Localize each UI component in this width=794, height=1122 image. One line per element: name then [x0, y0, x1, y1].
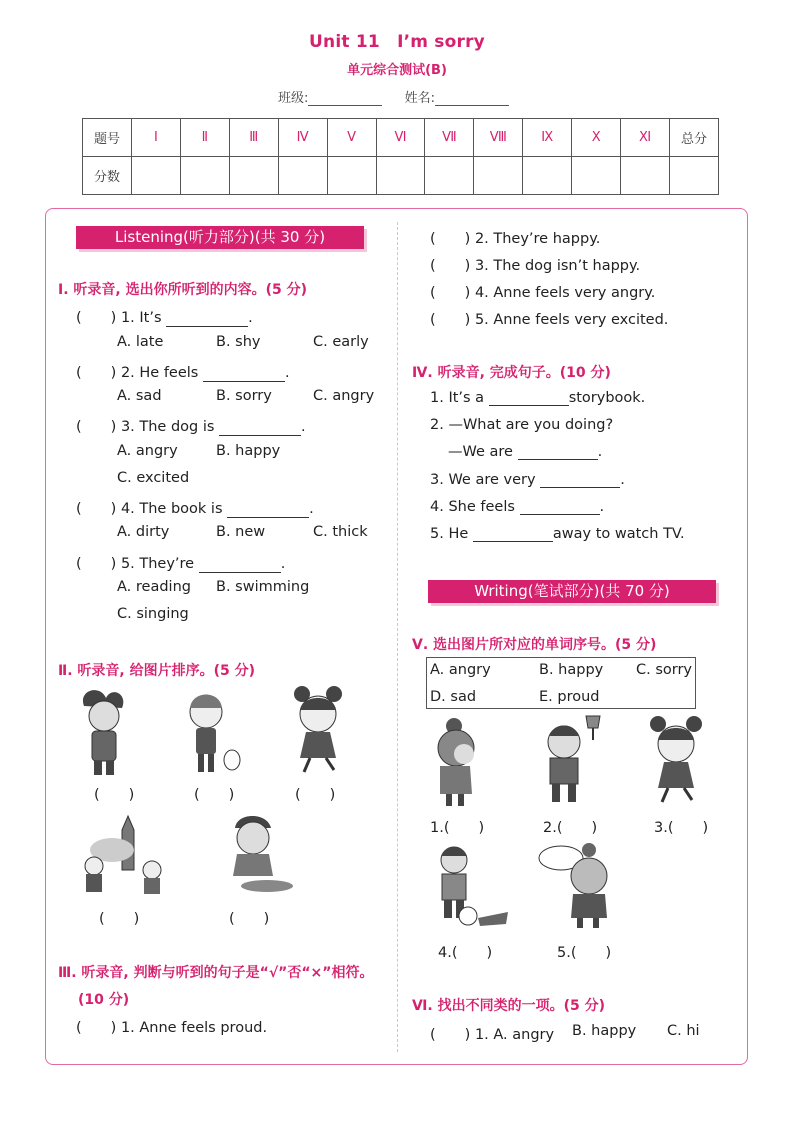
answer-blank[interactable] — [219, 420, 301, 436]
answer-paren[interactable]: ( ) — [430, 312, 471, 328]
score-table-score-row — [83, 157, 719, 195]
question-tail: . — [309, 501, 314, 517]
section-5-title: Ⅴ. 选出图片所对应的单词序号。(5 分) — [412, 637, 657, 653]
section-1-title: Ⅰ. 听录音, 选出你所听到的内容。(5 分) — [58, 282, 308, 298]
s4-text: —We are — [448, 444, 513, 460]
s4-item-1 — [430, 390, 645, 406]
s3-item-text: 3. The dog isn’t happy. — [474, 258, 641, 274]
s4-item-4 — [430, 499, 604, 515]
s4-text: . — [599, 499, 605, 515]
answer-paren[interactable]: ( ) — [430, 231, 471, 247]
section-3-title: Ⅲ. 听录音, 判断与听到的句子是“√”否“×”相符。 — [58, 965, 374, 981]
s1-q4-option-c: C. thick — [313, 524, 368, 540]
s6-option-a: 1. A. angry — [474, 1027, 555, 1043]
name-field[interactable] — [435, 91, 509, 106]
score-cell[interactable] — [474, 157, 523, 195]
s4-text: 4. She feels — [430, 499, 515, 515]
answer-blank[interactable] — [489, 390, 569, 406]
boy-angry-illustration — [70, 686, 140, 778]
score-cell[interactable] — [621, 157, 670, 195]
answer-blank[interactable] — [227, 502, 309, 518]
score-cell[interactable] — [670, 157, 719, 195]
girl-sorry-illustration — [422, 716, 492, 808]
row-label-score: 分数 — [83, 157, 132, 195]
col-header: Ⅺ — [621, 119, 670, 157]
listening-banner: Listening(听力部分)(共 30 分) — [76, 226, 364, 249]
question-tail: . — [280, 556, 286, 572]
row-label-question-number: 题号 — [83, 119, 132, 157]
s1-q3-option-c: C. excited — [117, 470, 190, 486]
word-option-d: D. sad — [430, 689, 477, 705]
page-title: Unit 11 I’m sorry — [309, 32, 485, 52]
s1-q2-option-c: C. angry — [313, 388, 375, 404]
s4-item-3 — [430, 472, 625, 488]
answer-blank[interactable] — [203, 366, 285, 382]
question-tail: . — [248, 310, 253, 326]
s1-q2-option-a: A. sad — [117, 388, 162, 404]
question-stem: 4. The book is — [120, 501, 223, 517]
girl-angry-shouting-illustration — [535, 842, 625, 930]
class-name-line — [278, 87, 509, 106]
class-field[interactable] — [308, 91, 382, 106]
s1-q1-option-c: C. early — [313, 334, 369, 350]
answer-paren[interactable]: ( ) — [430, 258, 471, 274]
score-cell[interactable] — [131, 157, 180, 195]
s5-label-1[interactable]: 1.( ) — [430, 820, 485, 836]
col-header: Ⅵ — [376, 119, 425, 157]
page-subtitle: 单元综合测试(B) — [347, 63, 447, 78]
girl-sad-illustration — [215, 810, 295, 896]
s5-label-2[interactable]: 2.( ) — [543, 820, 598, 836]
s2-paren-4[interactable]: ( ) — [99, 911, 140, 927]
s4-item-2: 2. —What are you doing? — [430, 417, 614, 433]
s1-q5-option-a: A. reading — [117, 579, 191, 595]
writing-banner: Writing(笔试部分)(共 70 分) — [428, 580, 716, 603]
col-header: Ⅰ — [131, 119, 180, 157]
col-header: Ⅴ — [327, 119, 376, 157]
s4-text: storybook. — [568, 390, 646, 406]
score-cell[interactable] — [229, 157, 278, 195]
col-header: Ⅱ — [180, 119, 229, 157]
s1-q3-option-a: A. angry — [117, 443, 178, 459]
section-6-title: Ⅵ. 找出不同类的一项。(5 分) — [412, 998, 605, 1014]
s2-paren-2[interactable]: ( ) — [194, 787, 235, 803]
s5-label-4[interactable]: 4.( ) — [438, 945, 493, 961]
s1-q1-option-a: A. late — [117, 334, 164, 350]
word-option-a: A. angry — [430, 662, 491, 678]
question-stem: 1. It’s — [120, 310, 162, 326]
kids-rocket-illustration — [72, 810, 172, 898]
girl-with-dog-illustration — [178, 686, 248, 778]
girl-happy-jumping-illustration — [638, 714, 714, 806]
girl-happy-illustration — [282, 684, 354, 776]
answer-paren[interactable]: ( ) — [76, 556, 117, 572]
word-option-c: C. sorry — [636, 662, 693, 678]
s1-q4 — [76, 497, 314, 518]
section-2-title: Ⅱ. 听录音, 给图片排序。(5 分) — [58, 663, 256, 679]
s1-q3 — [76, 415, 306, 436]
s1-q5-option-c: C. singing — [117, 606, 189, 622]
answer-paren[interactable]: ( ) — [76, 501, 117, 517]
score-cell[interactable] — [425, 157, 474, 195]
s2-paren-1[interactable]: ( ) — [94, 787, 135, 803]
s2-paren-5[interactable]: ( ) — [229, 911, 270, 927]
s1-q1-option-b: B. shy — [216, 334, 261, 350]
score-table — [82, 118, 719, 195]
answer-blank[interactable] — [520, 499, 600, 515]
s5-label-5[interactable]: 5.( ) — [557, 945, 612, 961]
s4-text: 5. He — [430, 526, 469, 542]
answer-blank[interactable] — [166, 311, 248, 327]
s4-item-5 — [430, 526, 685, 542]
s1-q4-option-a: A. dirty — [117, 524, 170, 540]
answer-paren[interactable]: ( ) — [76, 419, 117, 435]
name-label: 姓名: — [404, 91, 436, 106]
class-label: 班级: — [278, 91, 309, 106]
score-cell[interactable] — [523, 157, 572, 195]
s4-text: . — [597, 444, 603, 460]
col-header: Ⅳ — [278, 119, 327, 157]
score-cell[interactable] — [327, 157, 376, 195]
s1-q1 — [76, 306, 253, 327]
s1-q3-option-b: B. happy — [216, 443, 281, 459]
s4-text: away to watch TV. — [552, 526, 685, 542]
s3-item-5 — [430, 308, 668, 329]
s2-paren-3[interactable]: ( ) — [295, 787, 336, 803]
question-stem: 5. They’re — [120, 556, 195, 572]
answer-paren[interactable]: ( ) — [430, 1027, 471, 1043]
score-cell[interactable] — [376, 157, 425, 195]
col-header: Ⅲ — [229, 119, 278, 157]
answer-blank[interactable] — [199, 557, 281, 573]
boy-proud-trophy-illustration — [536, 714, 610, 806]
question-tail: . — [301, 419, 306, 435]
s6-option-b: B. happy — [572, 1023, 637, 1039]
answer-paren[interactable]: ( ) — [76, 310, 117, 326]
col-header: Ⅶ — [425, 119, 474, 157]
s3-item-3 — [430, 254, 640, 275]
boy-sad-ball-illustration — [428, 842, 520, 928]
s3-item-text: 2. They’re happy. — [474, 231, 601, 247]
s4-text: 3. We are very — [430, 472, 536, 488]
question-stem: 2. He feels — [120, 365, 199, 381]
s5-label-3[interactable]: 3.( ) — [654, 820, 709, 836]
col-header: Ⅷ — [474, 119, 523, 157]
score-table-header-row — [83, 119, 719, 157]
score-cell[interactable] — [572, 157, 621, 195]
s3-item-1 — [76, 1016, 267, 1037]
score-cell[interactable] — [278, 157, 327, 195]
s6-option-c: C. hi — [667, 1023, 700, 1039]
s6-q1 — [430, 1023, 554, 1044]
total-header: 总分 — [670, 119, 719, 157]
question-stem: 3. The dog is — [120, 419, 215, 435]
word-option-e: E. proud — [539, 689, 600, 705]
score-cell[interactable] — [180, 157, 229, 195]
answer-blank[interactable] — [540, 472, 620, 488]
s1-q5 — [76, 552, 285, 573]
s3-item-4 — [430, 281, 655, 302]
answer-blank[interactable] — [473, 526, 553, 542]
col-header: Ⅹ — [572, 119, 621, 157]
s1-q2 — [76, 361, 290, 382]
s4-item-2b — [448, 444, 602, 460]
word-option-b: B. happy — [539, 662, 604, 678]
s1-q4-option-b: B. new — [216, 524, 266, 540]
s4-text: 1. It’s a — [430, 390, 485, 406]
s3-item-text: 4. Anne feels very angry. — [474, 285, 656, 301]
answer-blank[interactable] — [518, 444, 598, 460]
s3-item-2 — [430, 227, 600, 248]
column-divider — [397, 222, 398, 1052]
section-3-score: (10 分) — [78, 992, 130, 1008]
s3-item-text: 1. Anne feels proud. — [120, 1020, 268, 1036]
s3-item-text: 5. Anne feels very excited. — [474, 312, 669, 328]
s1-q2-option-b: B. sorry — [216, 388, 272, 404]
answer-paren[interactable]: ( ) — [76, 1020, 117, 1036]
s1-q5-option-b: B. swimming — [216, 579, 310, 595]
col-header: Ⅸ — [523, 119, 572, 157]
answer-paren[interactable]: ( ) — [430, 285, 471, 301]
question-tail: . — [284, 365, 290, 381]
section-4-title: Ⅳ. 听录音, 完成句子。(10 分) — [412, 365, 611, 381]
s4-text: . — [620, 472, 625, 488]
answer-paren[interactable]: ( ) — [76, 365, 117, 381]
